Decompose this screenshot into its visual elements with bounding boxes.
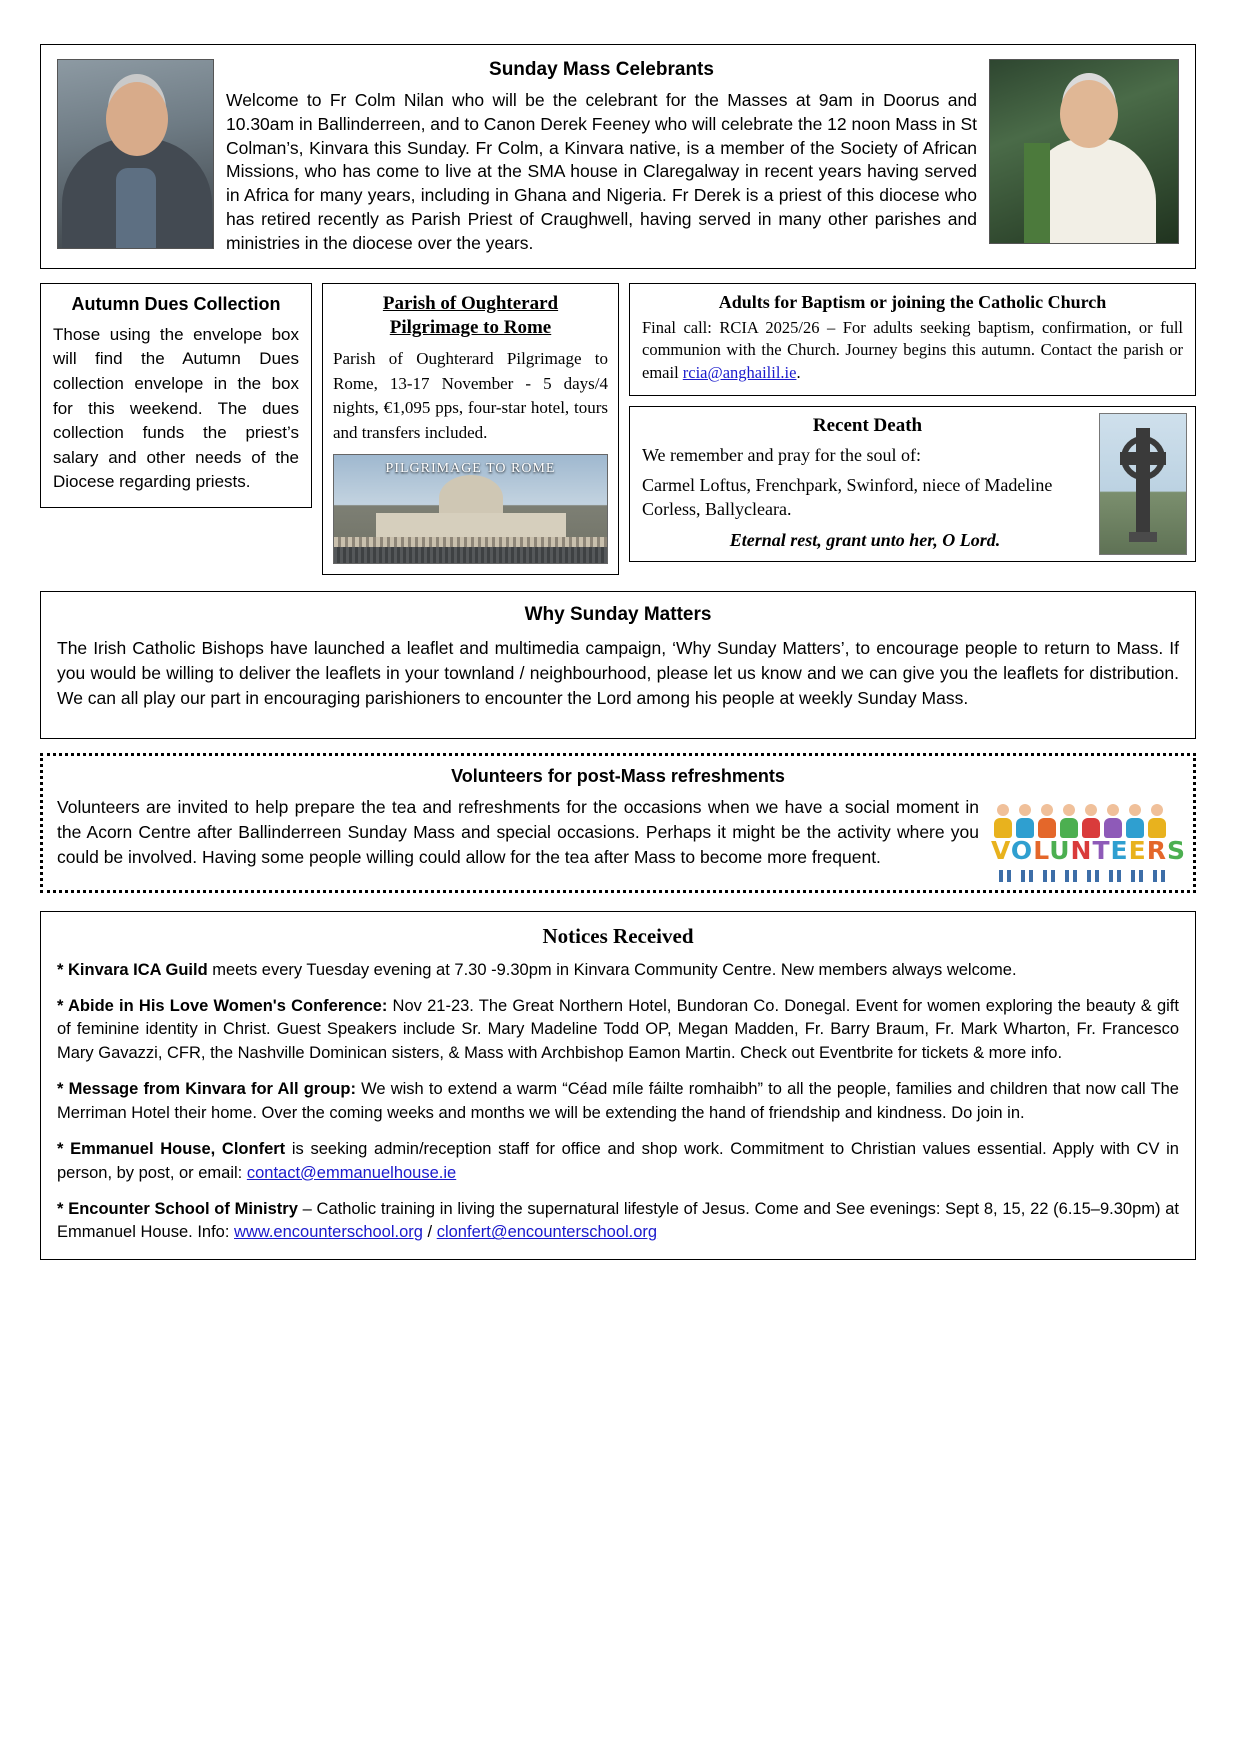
celebrants-title: Sunday Mass Celebrants — [489, 59, 714, 80]
recent-death-prayer: Eternal rest, grant unto her, O Lord. — [729, 529, 1001, 550]
why-sunday-body: The Irish Catholic Bishops have launched a leaflet and multimedia campaign, ‘Why Sunday Matters’, to encourage people to return to Mass. If you would be willing to deliver the leaflets in your townland / neighbourhood, please let us know and we can give you the leaflets for distribution. We can all play our part in encouraging parishioners to encounter the Lord among his people at weekly Sunday Mass. — [57, 637, 1179, 709]
recent-death-intro: We remember and pray for the soul of: — [642, 444, 921, 465]
recent-death-title: Recent Death — [812, 414, 923, 436]
notice-lead: Abide in His Love Women's Conference: — [68, 997, 388, 1016]
encounter-school-email-link[interactable]: clonfert@encounterschool.org — [436, 1223, 658, 1242]
notice-lead: Encounter School of Ministry — [68, 1200, 298, 1219]
recent-death-name: Carmel Loftus, Frenchpark, Swinford, niece of Madeline Corless, Ballycleara. — [642, 475, 1053, 520]
section-autumn-dues — [40, 283, 312, 508]
volunteers-graphic — [991, 800, 1186, 884]
notice-lead: Message from Kinvara for All group: — [68, 1080, 356, 1099]
notice-text: We wish to extend a warm “Céad míle fáilte romhaibh” to all the people, families and children that now call The Merriman Hotel their home. Over the coming weeks and months we will be extending the hand of friendship and kindness. Do join in. — [57, 1080, 1179, 1122]
celebrants-body: Welcome to Fr Colm Nilan who will be the celebrant for the Masses at 9am in Doorus and 10.30am in Ballinderreen, and to Canon Derek Feeney who will celebrate the 12 noon Mass in St Colman’s, Kinvara this Sunday. Fr Colm, a Kinvara native, is a member of the Society of African Missions, who has come to live at the SMA house in Claregalway in recent years having served in Africa for many years, including in Ghana and Nigeria. Fr Derek is a priest of this diocese who has retired recently as Parish Priest of Craughwell, having served in many other parishes and ministries in the diocese over the years. — [226, 90, 977, 253]
rcia-title: Adults for Baptism or joining the Catholic Church — [718, 291, 1107, 312]
dues-body: Those using the envelope box will find the Autumn Dues collection envelope in the box for this weekend. The dues collection funds the priest’s salary and other needs of the Diocese regarding priests. — [53, 324, 299, 492]
notice-separator: / — [422, 1223, 437, 1242]
rcia-body-text: Final call: RCIA 2025/26 – For adults seeking baptism, confirmation, or full communion with the Church. Journey begins this autumn. Contact the parish or email — [642, 317, 1183, 383]
photo-canon-derek-feeney — [989, 59, 1179, 244]
notices-title: Notices Received — [542, 923, 694, 948]
right-column — [629, 283, 1196, 562]
notice-item — [57, 1078, 1179, 1125]
pilgrimage-body: Parish of Oughterard Pilgrimage to Rome, 13-17 November - 5 days/4 nights, €1,095 pps, four-star hotel, tours and transfers included. — [333, 348, 608, 442]
notice-item — [57, 959, 1179, 982]
section-why-sunday-matters — [40, 591, 1196, 739]
rcia-body-end: . — [796, 363, 801, 383]
rcia-email-link[interactable]: rcia@anghailil.ie — [682, 363, 797, 383]
notice-text: is seeking admin/reception staff for office and shop work. Commitment to Christian values essential. Apply with CV in person, by post, or email: — [57, 1140, 1179, 1182]
pilgrimage-image — [333, 454, 608, 564]
notice-marker: * — [57, 960, 64, 979]
middle-row — [40, 283, 1196, 575]
notice-item — [57, 1138, 1179, 1185]
volunteers-body: Volunteers are invited to help prepare the tea and refreshments for the occasions when we have a social moment in the Acorn Centre after Ballinderreen Sunday Mass and special occasions. Perhaps it might be the activity where you could be involved. Having some people willing could allow for the tea after Mass to become more frequent. — [57, 796, 979, 868]
section-volunteers-refreshments — [40, 753, 1196, 893]
section-rcia — [629, 283, 1196, 396]
notice-item — [57, 995, 1179, 1065]
notice-marker: * — [57, 997, 64, 1016]
notice-lead: Kinvara ICA Guild — [68, 960, 208, 979]
emmanuel-house-email-link[interactable]: contact@emmanuelhouse.ie — [246, 1163, 457, 1182]
rcia-body — [642, 317, 1183, 385]
notice-text: Nov 21-23. The Great Northern Hotel, Bundoran Co. Donegal. Event for women exploring the beauty & gift of feminine identity in Christ. Guest Speakers include Sr. Mary Madeline Todd OP, Megan Madden, Fr. Barry Braum, Fr. Mark Wharton, Fr. Francesco Mary Gavazzi, CFR, the Nashville Dominican sisters, & Mass with Archbishop Eamon Martin. Check out Eventbrite for tickets & more info. — [57, 997, 1179, 1062]
celtic-cross-icon — [1116, 422, 1170, 542]
section-pilgrimage-to-rome — [322, 283, 619, 575]
notice-text: meets every Tuesday evening at 7.30 -9.30pm in Kinvara Community Centre. New members always welcome. — [207, 960, 1017, 979]
section-notices-received — [40, 911, 1196, 1260]
pilgrimage-title-line1: Parish of Oughterard — [382, 292, 559, 314]
section-recent-death — [629, 406, 1196, 562]
notice-marker: * — [57, 1140, 64, 1159]
dues-title: Autumn Dues Collection — [71, 293, 281, 314]
notice-lead: Emmanuel House, Clonfert — [70, 1140, 286, 1159]
why-sunday-title: Why Sunday Matters — [524, 603, 712, 625]
section-sunday-mass-celebrants — [40, 44, 1196, 269]
notice-text: – Catholic training in living the supernatural lifestyle of Jesus. Come and See evenings: Sept 8, 15, 22 (6.15–9.30pm) at Emmanuel House. Info: — [57, 1200, 1179, 1242]
photo-fr-colm-nilan — [57, 59, 214, 249]
notice-marker: * — [57, 1080, 64, 1099]
notice-marker: * — [57, 1200, 64, 1219]
encounter-school-website-link[interactable]: www.encounterschool.org — [234, 1223, 423, 1242]
volunteers-title: Volunteers for post-Mass refreshments — [451, 765, 785, 786]
pilgrimage-image-caption: PILGRIMAGE TO ROME — [385, 460, 556, 476]
pilgrimage-title-line2: Pilgrimage to Rome — [389, 317, 552, 339]
celtic-cross-photo — [1099, 413, 1187, 555]
notice-item — [57, 1198, 1179, 1245]
volunteers-word: VOLUNTEERS — [991, 835, 1186, 865]
pilgrimage-title — [333, 292, 608, 341]
